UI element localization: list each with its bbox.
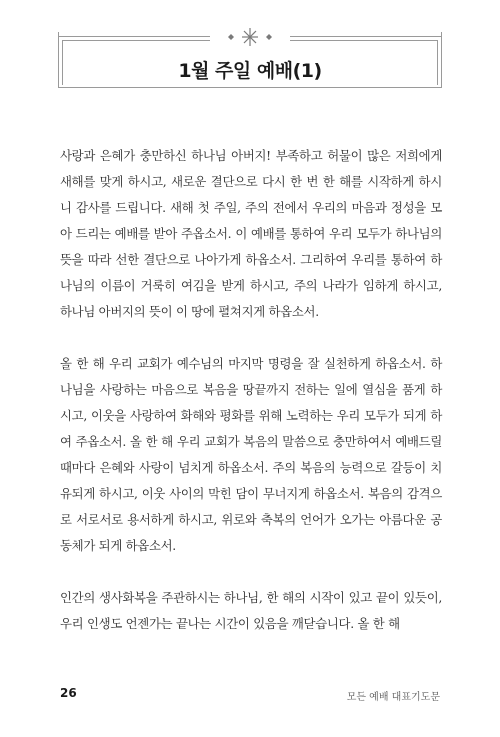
page-title: 1월 주일 예배(1) bbox=[178, 60, 322, 82]
paragraph-1: 사랑과 은혜가 충만하신 하나님 아버지! 부족하고 허물이 많은 저희에게 새해를 맞게 하시고, 새로운 결단으로 다시 한 번 한 해를 시작하게 하시니 감사를 드립니다. 새해 첫 주일, 주의 전에서 우리의 마음과 정성을 모아 드리는 예배를 받아 주옵소서. 이 예배를 통하여 우리 모두가 하나님의 뜻을 따라 선한 결단으로 나아가게 하옵소서. 그리하여 우리를 통하여 하나님의 이름이 거룩히 여김을 받게 하시고, 주의 나라가 임하게 하시고, 하나님 아버지의 뜻이 이 땅에 펼쳐지게 하옵소서. bbox=[60, 148, 442, 319]
prayer-body bbox=[60, 143, 442, 663]
paragraph-2: 올 한 해 우리 교회가 예수님의 마지막 명령을 잘 실천하게 하옵소서. 하나님을 사랑하는 마음으로 복음을 땅끝까지 전하는 일에 열심을 품게 하시고, 이웃을 사랑하여 화해와 평화를 위해 노력하는 우리 모두가 되게 하여 주옵소서. 올 한 해 우리 교회가 복음의 말씀으로 충만하여서 예배드릴 때마다 은혜와 사랑이 넘치게 하옵소서. 주의 복음의 능력으로 갈등이 치유되게 하시고, 이웃 사이의 막힌 담이 무너지게 하옵소서. 복음의 감격으로 서로서로 용서하게 하시고, 위로와 축복의 언어가 오가는 아름다운 공동체가 되게 하옵소서. bbox=[60, 356, 442, 553]
running-book-title: 모든 예배 대표기도문 bbox=[346, 692, 440, 703]
snowflake-ornament-icon bbox=[214, 26, 286, 48]
page-number: 26 bbox=[60, 686, 77, 700]
paragraph-3: 인간의 생사화복을 주관하시는 하나님, 한 해의 시작이 있고 끝이 있듯이, 우리 인생도 언젠가는 끝나는 시간이 있음을 깨닫습니다. 올 한 해 bbox=[60, 590, 442, 631]
